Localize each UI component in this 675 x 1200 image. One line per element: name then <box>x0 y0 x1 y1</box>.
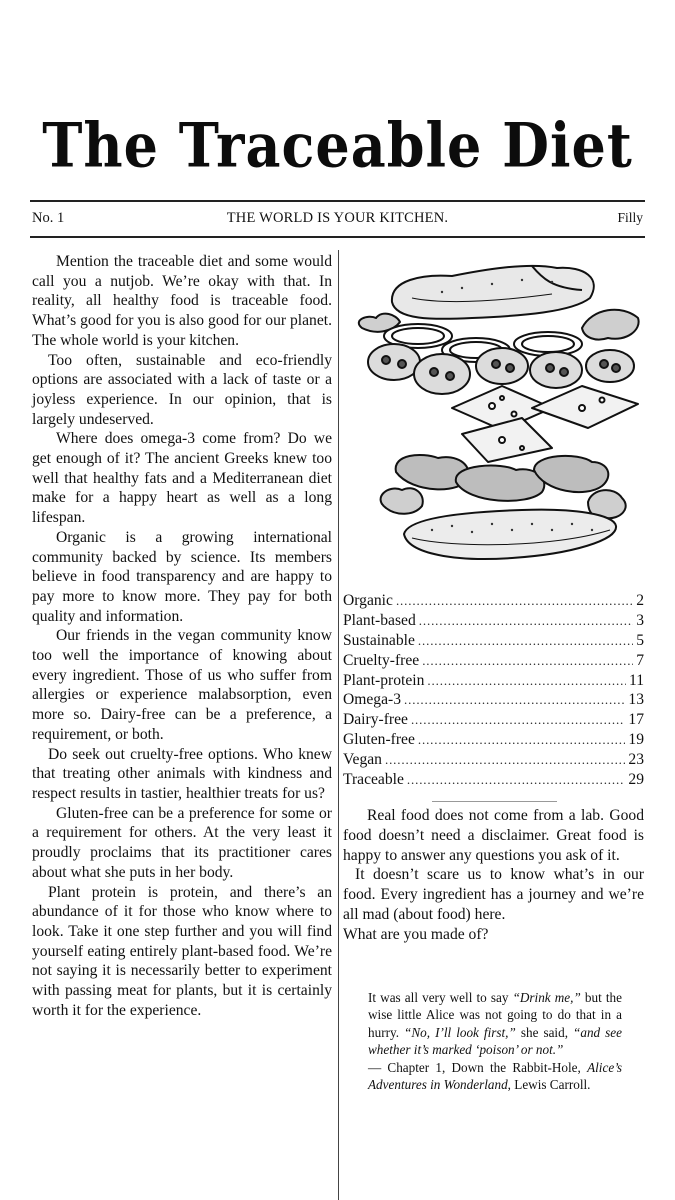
left-column-article <box>32 252 332 1020</box>
quote-attribution: — Chapter 1, Down the Rabbit-Hole, <box>368 1059 588 1075</box>
toc-leader-dots <box>418 730 626 750</box>
tomato-slice <box>414 354 470 394</box>
meat-slice <box>456 466 545 501</box>
article-paragraph: Gluten-free can be a preference for some or a requirement for others. At the very least it proudly proclaims that its practitioner cares about what she puts in her body. <box>32 804 332 881</box>
toc-label: Gluten-free <box>343 731 415 749</box>
toc-entry[interactable] <box>343 750 644 770</box>
author-name: Filly <box>617 210 643 225</box>
lettuce-leaf <box>381 488 423 514</box>
article-paragraph: Our friends in the vegan community know too well the importance of knowing about every ingredient. Those of us who suffer from allergies or experience malabsorption, even more so. Dairy-free can be a preference, a requirement, or both. <box>32 627 332 743</box>
article-paragraph: Plant protein is protein, and there’s an abundance of it for those who know where to look. Take it one step further and you will find yourself eating entirely plant-based food. We’re not saying it is necessarily better to experiment with passing meat for plants, but it is certainly worth it for the experience. <box>32 883 332 1019</box>
toc-label: Plant-based <box>343 611 416 629</box>
alice-quote <box>368 989 622 1093</box>
toc-label: Omega-3 <box>343 691 402 709</box>
article-paragraph: What are you made of? <box>343 925 489 943</box>
toc-leader-dots <box>407 770 626 790</box>
tomato-slice <box>530 352 582 388</box>
right-column-article <box>343 806 644 945</box>
article-paragraph: Too often, sustainable and eco-friendly options are associated with a lack of taste or a joyless experience. In our opinion, that is largely undeserved. <box>32 351 332 428</box>
masthead-bottom-rule <box>30 236 645 238</box>
book-title: Alice’s Adventures in Wonderland <box>368 1059 622 1093</box>
toc-page-number: 13 <box>628 691 644 709</box>
toc-page-number: 11 <box>628 671 644 689</box>
newspaper-masthead: The Traceable Diet <box>42 109 633 181</box>
article-paragraph: Organic is a growing international community backed by science. Its members believe in food transparency and are happy to pay more to know more. They pay for both quality and information. <box>32 528 332 625</box>
toc-label: Vegan <box>343 751 382 769</box>
tomato-slice <box>368 344 420 380</box>
toc-leader-dots <box>396 591 633 611</box>
toc-page-number: 3 <box>636 611 644 629</box>
section-divider <box>432 801 557 802</box>
tomato-slice <box>476 348 528 384</box>
toc-page-number: 17 <box>628 711 644 729</box>
top-bun <box>392 266 594 319</box>
toc-leader-dots <box>419 611 633 631</box>
cheese-slice <box>462 418 552 462</box>
toc-label: Plant-protein <box>343 671 425 689</box>
toc-label: Cruelty-free <box>343 651 420 669</box>
quote-text-italic: “No, I’ll look first,” <box>404 1024 516 1040</box>
masthead-top-rule <box>30 200 645 202</box>
quote-text-italic: “and see whether it’s marked ‘poison’ or not.” <box>368 1024 622 1058</box>
toc-entry[interactable] <box>343 770 644 790</box>
quote-text-italic: “Drink me,” <box>512 990 581 1005</box>
exploded-sandwich-illustration <box>352 258 646 576</box>
issue-number: No. 1 <box>32 210 65 226</box>
toc-page-number: 19 <box>628 731 644 749</box>
toc-entry[interactable] <box>343 671 644 691</box>
toc-entry[interactable] <box>343 611 644 631</box>
bottom-bun <box>404 510 616 559</box>
toc-page-number: 5 <box>636 631 644 649</box>
quote-text: but the wise little Alice was not going to do that in a hurry. <box>368 990 622 1040</box>
toc-entry[interactable] <box>343 591 644 611</box>
toc-leader-dots <box>404 690 625 710</box>
toc-label: Sustainable <box>343 631 415 649</box>
quote-text: she said, <box>515 1024 574 1040</box>
toc-entry[interactable] <box>343 651 644 671</box>
toc-page-number: 7 <box>636 651 644 669</box>
article-paragraph: Where does omega-3 come from? Do we get enough of it? The ancient Greeks knew too well that healthy fats and a Mediterranean diet make for a happy heart as well as a long lifespan. <box>32 430 332 527</box>
toc-label: Dairy-free <box>343 711 408 729</box>
toc-entry[interactable] <box>343 730 644 750</box>
toc-leader-dots <box>427 671 626 691</box>
toc-label: Traceable <box>343 771 404 789</box>
toc-entry[interactable] <box>343 631 644 651</box>
quote-attribution: , Lewis Carroll. <box>507 1077 591 1093</box>
table-of-contents <box>343 591 644 790</box>
article-paragraph: It doesn’t scare us to know what’s in our food. Every ingredient has a journey and we’re all mad (about food) here. <box>343 866 644 923</box>
tomato-slice <box>586 350 634 382</box>
toc-leader-dots <box>411 710 625 730</box>
article-paragraph: Do seek out cruelty-free options. Who knew that treating other animals with kindness and respect results in tastier, healthier treats for us? <box>32 745 332 802</box>
toc-entry[interactable] <box>343 710 644 730</box>
toc-entry[interactable] <box>343 690 644 710</box>
toc-page-number: 2 <box>636 592 644 609</box>
toc-leader-dots <box>422 651 633 671</box>
newspaper-motto: THE WORLD IS YOUR KITCHEN. <box>226 210 449 226</box>
toc-page-number: 23 <box>628 751 644 769</box>
quote-text: It was all very well to say <box>368 990 513 1005</box>
toc-leader-dots <box>385 750 625 770</box>
lettuce-leaf <box>582 310 639 340</box>
toc-label: Organic <box>343 592 393 609</box>
toc-leader-dots <box>418 631 633 651</box>
article-paragraph: Mention the traceable diet and some would call you a nutjob. We’re okay with that. In reality, all healthy food is traceable food. What’s good for you is also good for our planet. The whole world is your kitchen. <box>32 253 332 349</box>
column-divider <box>338 250 339 1200</box>
article-paragraph: Real food does not come from a lab. Good food doesn’t need a disclaimer. Great food is happy to answer any questions you ask of it. <box>343 807 644 864</box>
toc-page-number: 29 <box>628 771 644 789</box>
